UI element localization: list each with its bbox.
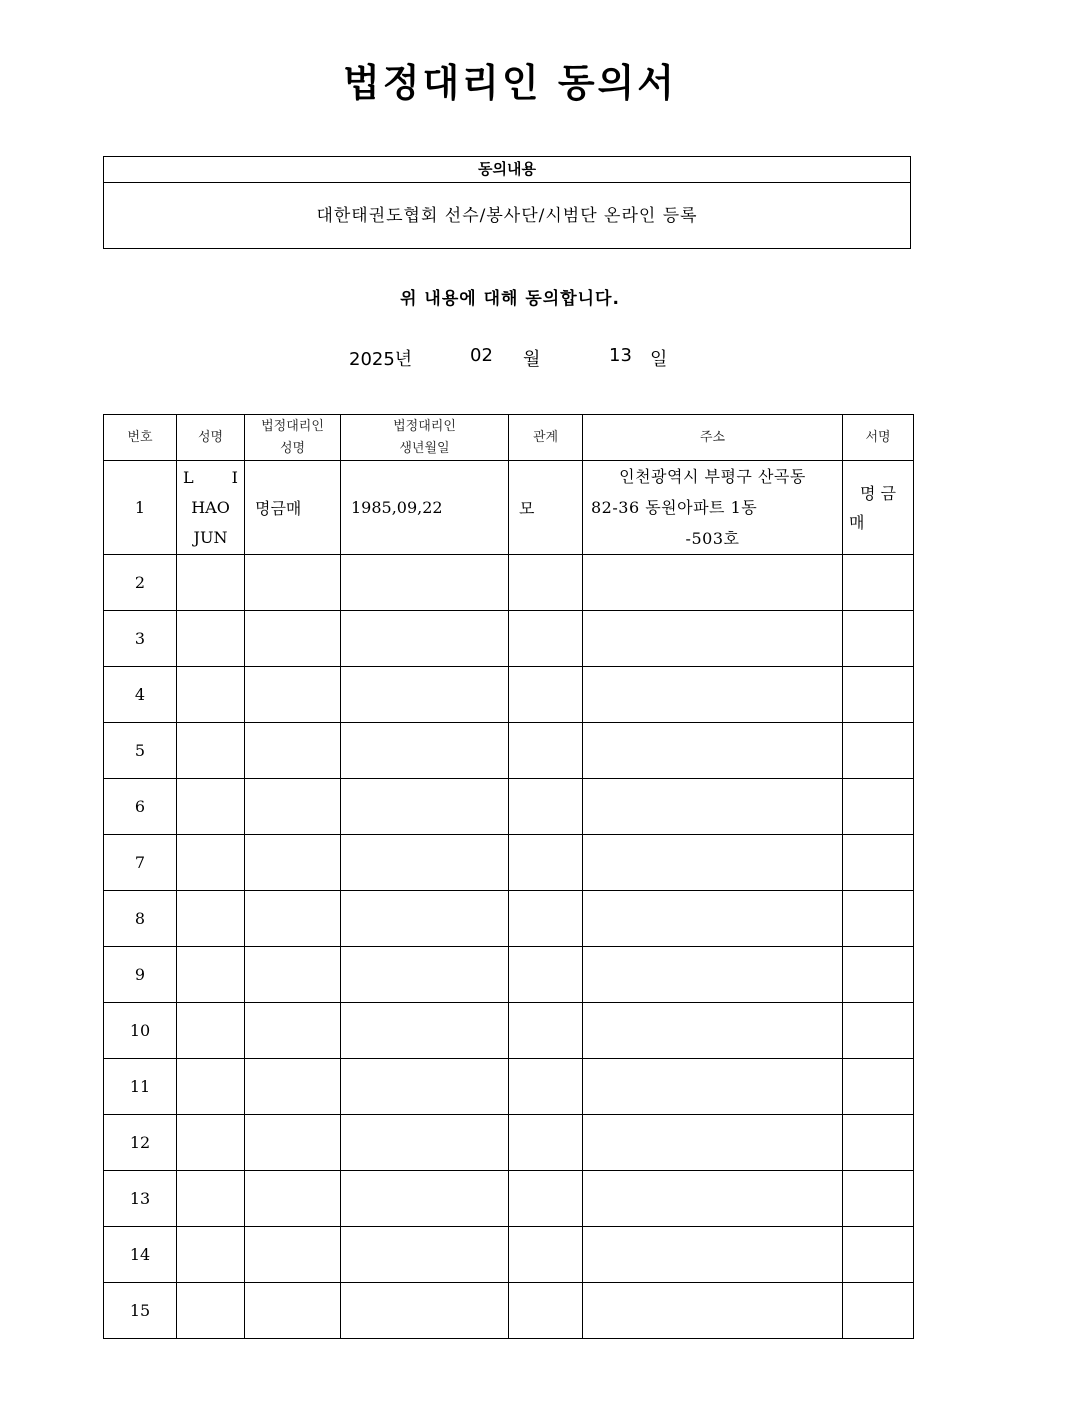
- document-title: 법정대리인 동의서: [343, 61, 677, 105]
- table-row: [104, 611, 914, 667]
- table-row: [104, 891, 914, 947]
- cell-guardian-birth: [341, 891, 509, 947]
- cell-name: [177, 461, 245, 555]
- cell-address: [583, 723, 843, 779]
- cell-name: [177, 1115, 245, 1171]
- header-guardian-name-line2: 성명: [279, 440, 306, 456]
- cell-number: 5: [104, 723, 177, 779]
- cell-guardian-birth: 1985,09,22: [341, 461, 509, 555]
- cell-name: [177, 555, 245, 611]
- cell-name: [177, 1003, 245, 1059]
- cell-address: [583, 1283, 843, 1339]
- cell-address: [583, 947, 843, 1003]
- cell-relation: [509, 1227, 583, 1283]
- cell-name: [177, 835, 245, 891]
- cell-guardian-name: [245, 1003, 341, 1059]
- cell-guardian-name: [245, 611, 341, 667]
- header-signature: 서명: [843, 415, 914, 461]
- cell-guardian-name: [245, 1171, 341, 1227]
- cell-name: [177, 1059, 245, 1115]
- address-line3: -503호: [685, 529, 740, 548]
- cell-relation: [509, 835, 583, 891]
- cell-number: 14: [104, 1227, 177, 1283]
- cell-signature: [843, 891, 914, 947]
- table-row: [104, 1171, 914, 1227]
- cell-name: [177, 611, 245, 667]
- header-relation: 관계: [509, 415, 583, 461]
- cell-address: [583, 1115, 843, 1171]
- cell-number: 13: [104, 1171, 177, 1227]
- header-guardian-birth-line2: 생년월일: [399, 440, 450, 456]
- cell-signature: [843, 611, 914, 667]
- cell-guardian-birth: [341, 667, 509, 723]
- cell-signature: [843, 1115, 914, 1171]
- cell-address: [583, 555, 843, 611]
- date-month-unit: 월: [523, 349, 541, 370]
- cell-signature: [843, 461, 914, 555]
- cell-address: [583, 1003, 843, 1059]
- header-number: 번호: [104, 415, 177, 461]
- cell-relation: [509, 947, 583, 1003]
- table-row: [104, 1059, 914, 1115]
- cell-signature: [843, 667, 914, 723]
- table-row: [104, 779, 914, 835]
- cell-number: 2: [104, 555, 177, 611]
- cell-guardian-name: [245, 667, 341, 723]
- cell-number: 6: [104, 779, 177, 835]
- cell-address: [583, 779, 843, 835]
- signature-line1: 명 금: [860, 483, 896, 503]
- table-header-row: [104, 415, 914, 461]
- date-day-unit: 일: [650, 349, 668, 370]
- signature-line2: 매: [849, 512, 865, 532]
- cell-address: [583, 611, 843, 667]
- cell-signature: [843, 555, 914, 611]
- cell-relation: [509, 891, 583, 947]
- cell-guardian-name: [245, 1115, 341, 1171]
- cell-relation: [509, 667, 583, 723]
- header-address: 주소: [583, 415, 843, 461]
- cell-guardian-birth: [341, 1003, 509, 1059]
- cell-guardian-birth: [341, 779, 509, 835]
- cell-address: [583, 891, 843, 947]
- cell-guardian-name: [245, 835, 341, 891]
- name-line3: JUN: [193, 527, 228, 547]
- table-row: [104, 667, 914, 723]
- cell-guardian-name: [245, 555, 341, 611]
- table-row: [104, 1283, 914, 1339]
- cell-guardian-birth: [341, 947, 509, 1003]
- cell-guardian-name: [245, 891, 341, 947]
- cell-signature: [843, 723, 914, 779]
- table-row: [104, 723, 914, 779]
- cell-guardian-birth: [341, 723, 509, 779]
- guardian-table: [103, 414, 914, 1339]
- cell-number: 9: [104, 947, 177, 1003]
- header-guardian-birth-line1: 법정대리인: [393, 418, 456, 434]
- cell-name: [177, 723, 245, 779]
- cell-guardian-name: [245, 779, 341, 835]
- cell-name: [177, 779, 245, 835]
- header-guardian-name: [245, 415, 341, 461]
- cell-guardian-birth: [341, 1059, 509, 1115]
- date-day: 13: [609, 345, 632, 366]
- cell-number: 4: [104, 667, 177, 723]
- cell-signature: [843, 1059, 914, 1115]
- cell-signature: [843, 835, 914, 891]
- cell-signature: [843, 1003, 914, 1059]
- address-line2-text: 82-36 동원아파트 1동: [591, 498, 758, 517]
- cell-guardian-name: [245, 1283, 341, 1339]
- address-line1: 인천광역시 부평구 산곡동: [619, 467, 806, 486]
- header-guardian-birth: [341, 415, 509, 461]
- table-row: [104, 461, 914, 555]
- cell-relation: [509, 1283, 583, 1339]
- cell-guardian-birth: [341, 555, 509, 611]
- table-row: [104, 947, 914, 1003]
- cell-relation: [509, 779, 583, 835]
- consent-content-box: [103, 156, 911, 249]
- cell-guardian-birth: [341, 1171, 509, 1227]
- cell-number: 7: [104, 835, 177, 891]
- cell-name: [177, 667, 245, 723]
- cell-relation: [509, 1003, 583, 1059]
- name-line1-a: L: [183, 467, 194, 487]
- cell-signature: [843, 1171, 914, 1227]
- header-name: 성명: [177, 415, 245, 461]
- cell-number: 11: [104, 1059, 177, 1115]
- cell-relation: [509, 723, 583, 779]
- cell-address: [583, 1227, 843, 1283]
- table-row: [104, 835, 914, 891]
- date-year: 2025년: [349, 349, 413, 370]
- cell-name: [177, 1227, 245, 1283]
- cell-guardian-birth: [341, 835, 509, 891]
- table-row: [104, 1115, 914, 1171]
- cell-guardian-name: [245, 723, 341, 779]
- cell-signature: [843, 1227, 914, 1283]
- cell-guardian-birth: [341, 611, 509, 667]
- cell-signature: [843, 779, 914, 835]
- cell-relation: [509, 1171, 583, 1227]
- cell-name: [177, 1171, 245, 1227]
- table-row: [104, 1227, 914, 1283]
- cell-number: 8: [104, 891, 177, 947]
- cell-signature: [843, 1283, 914, 1339]
- table-row: [104, 1003, 914, 1059]
- cell-guardian-name: 명금매: [245, 461, 341, 555]
- header-guardian-name-line1: 법정대리인: [261, 418, 324, 434]
- cell-relation: [509, 1059, 583, 1115]
- cell-name: [177, 947, 245, 1003]
- cell-address: [583, 835, 843, 891]
- table-row: [104, 555, 914, 611]
- cell-address: [583, 667, 843, 723]
- cell-relation: [509, 611, 583, 667]
- consent-content: 대한태권도협회 선수/봉사단/시범단 온라인 등록: [316, 206, 698, 226]
- agreement-statement: 위 내용에 대해 동의합니다.: [400, 289, 620, 309]
- cell-guardian-name: [245, 1227, 341, 1283]
- cell-number: 15: [104, 1283, 177, 1339]
- cell-relation: 모: [509, 461, 583, 555]
- cell-address: [583, 1059, 843, 1115]
- cell-guardian-name: [245, 1059, 341, 1115]
- cell-guardian-birth: [341, 1115, 509, 1171]
- cell-relation: [509, 1115, 583, 1171]
- cell-relation: [509, 555, 583, 611]
- cell-guardian-birth: [341, 1283, 509, 1339]
- consent-header: 동의내용: [104, 157, 910, 183]
- cell-address: [583, 1171, 843, 1227]
- cell-guardian-birth: [341, 1227, 509, 1283]
- name-line1-b: I: [231, 467, 238, 487]
- cell-signature: [843, 947, 914, 1003]
- cell-number: 12: [104, 1115, 177, 1171]
- cell-guardian-name: [245, 947, 341, 1003]
- address-line2: [591, 492, 834, 523]
- cell-name: [177, 1283, 245, 1339]
- name-line2: HAO: [191, 497, 230, 517]
- cell-number: 3: [104, 611, 177, 667]
- cell-number: 1: [104, 461, 177, 555]
- cell-name: [177, 891, 245, 947]
- date-month: 02: [470, 345, 493, 366]
- cell-number: 10: [104, 1003, 177, 1059]
- cell-address: [583, 461, 843, 555]
